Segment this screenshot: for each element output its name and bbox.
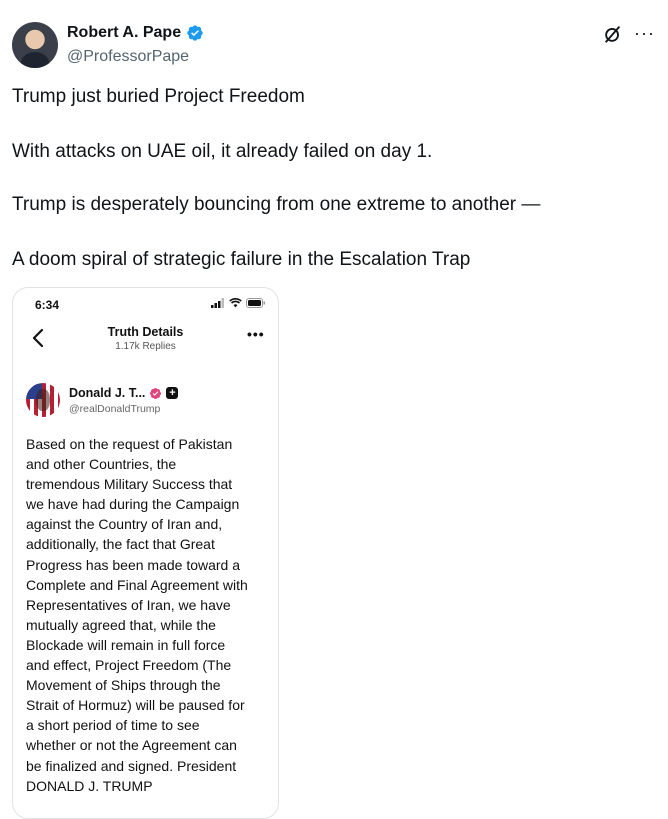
plus-badge-icon: + bbox=[166, 387, 178, 399]
truth-verified-badge-icon bbox=[149, 387, 162, 400]
poster-handle: @realDonaldTrump bbox=[69, 403, 161, 415]
author-avatar[interactable] bbox=[12, 22, 58, 68]
truth-body-line: and effect, Project Freedom (The bbox=[26, 657, 232, 674]
status-bar-icons bbox=[211, 298, 266, 308]
tweet-text-line: Trump is desperately bouncing from one extreme to another — bbox=[12, 194, 541, 215]
truth-body-line: and other Countries, the bbox=[26, 456, 177, 473]
tweet-text-line: With attacks on UAE oil, it already failed on day 1. bbox=[12, 141, 433, 162]
truth-body-line: Complete and Final Agreement with bbox=[26, 576, 248, 593]
author-name-row bbox=[67, 24, 204, 42]
truth-replies-count: 1.17k Replies bbox=[115, 341, 176, 352]
truth-body-line: Representatives of Iran, we have bbox=[26, 596, 231, 613]
truth-body-line: be finalized and signed. President bbox=[26, 757, 237, 774]
wifi-icon bbox=[229, 298, 242, 308]
truth-body-line: tremendous Military Success that bbox=[26, 476, 233, 493]
truth-body-line: a short period of time to see bbox=[26, 717, 200, 734]
tweet-text-line: Trump just buried Project Freedom bbox=[12, 86, 305, 107]
grok-icon[interactable] bbox=[602, 23, 624, 45]
poster-avatar bbox=[26, 383, 60, 417]
truth-body-line: Progress has been made toward a bbox=[26, 556, 241, 573]
truth-post-body bbox=[26, 434, 274, 796]
tweet-text-line: A doom spiral of strategic failure in the Escalation Trap bbox=[12, 249, 471, 270]
attached-screenshot-image[interactable] bbox=[12, 287, 279, 819]
battery-icon bbox=[246, 298, 266, 308]
truth-body-line: Movement of Ships through the bbox=[26, 677, 221, 694]
status-bar-time: 6:34 bbox=[35, 298, 60, 312]
verified-badge-icon bbox=[186, 24, 204, 42]
truth-body-line: Based on the request of Pakistan bbox=[26, 436, 233, 452]
truth-details-title: Truth Details bbox=[107, 325, 184, 339]
author-handle[interactable]: @ProfessorPape bbox=[67, 48, 190, 65]
truth-body-line: Strait of Hormuz) will be paused for bbox=[26, 697, 245, 714]
truth-body-line: we have had during the Campaign bbox=[26, 496, 240, 513]
more-icon[interactable]: ··· bbox=[634, 23, 655, 43]
poster-name-row bbox=[69, 386, 178, 400]
poster-name: Donald J. T... bbox=[69, 386, 146, 400]
truth-body-line: Blockade will remain in full force bbox=[26, 636, 226, 653]
signal-icon bbox=[211, 298, 225, 308]
truth-body-line: DONALD J. TRUMP bbox=[26, 777, 153, 794]
author-name[interactable]: Robert A. Pape bbox=[67, 24, 182, 41]
more-dots-icon: ••• bbox=[247, 326, 265, 342]
truth-body-line: against the Country of Iran and, bbox=[26, 516, 223, 533]
truth-body-line: whether or not the Agreement can bbox=[26, 737, 237, 754]
truth-body-line: additionally, the fact that Great bbox=[26, 536, 215, 553]
truth-body-line: mutually agreed that, while the bbox=[26, 616, 216, 633]
